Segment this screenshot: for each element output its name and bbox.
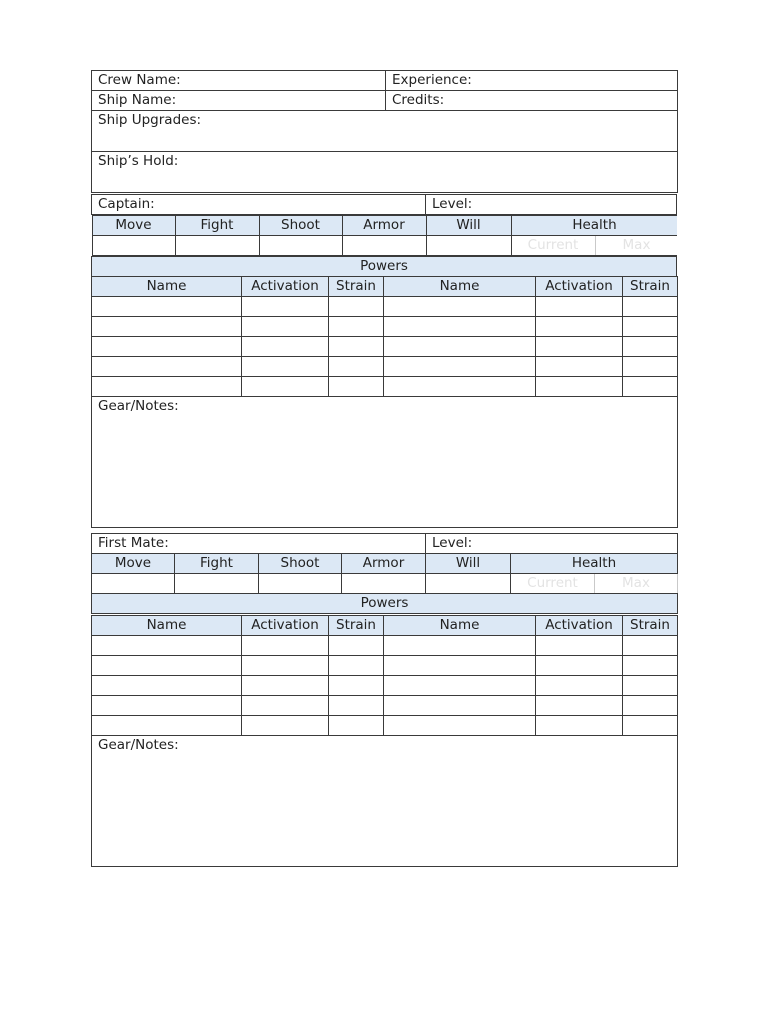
power-col-activation-2: Activation bbox=[536, 277, 623, 297]
ships-hold-label: Ship’s Hold: bbox=[98, 153, 179, 169]
crew-name-field[interactable] bbox=[92, 71, 386, 91]
stat-header-move: Move bbox=[92, 216, 175, 236]
power-activation-cell[interactable] bbox=[536, 377, 623, 397]
power-name-cell[interactable] bbox=[92, 297, 242, 317]
power-col-activation: Activation bbox=[242, 277, 329, 297]
crew-name-label: Crew Name: bbox=[98, 72, 181, 88]
health-current-cell[interactable]: Current bbox=[511, 574, 595, 594]
power-row bbox=[92, 317, 678, 337]
level-label: Level: bbox=[432, 535, 473, 551]
power-strain-cell[interactable] bbox=[329, 676, 384, 696]
power-strain-cell[interactable] bbox=[329, 357, 384, 377]
power-activation-cell[interactable] bbox=[242, 696, 329, 716]
power-name-cell[interactable] bbox=[384, 656, 536, 676]
captain-name-field[interactable] bbox=[92, 195, 426, 215]
armor-value-cell[interactable] bbox=[342, 236, 426, 256]
power-activation-cell[interactable] bbox=[242, 317, 329, 337]
power-row bbox=[92, 676, 678, 696]
power-row bbox=[92, 716, 678, 736]
stat-header-shoot: Shoot bbox=[259, 554, 342, 574]
power-activation-cell[interactable] bbox=[242, 357, 329, 377]
fight-value-cell[interactable] bbox=[175, 574, 259, 594]
crew-info-table bbox=[91, 70, 678, 193]
power-activation-cell[interactable] bbox=[242, 656, 329, 676]
power-row bbox=[92, 656, 678, 676]
first-mate-sheet bbox=[91, 533, 678, 554]
power-strain-cell[interactable] bbox=[623, 377, 678, 397]
ships-hold-field[interactable] bbox=[92, 152, 678, 193]
level-label: Level: bbox=[432, 196, 473, 212]
power-name-cell[interactable] bbox=[92, 357, 242, 377]
power-name-cell[interactable] bbox=[92, 716, 242, 736]
armor-value-cell[interactable] bbox=[342, 574, 426, 594]
captain-label: Captain: bbox=[98, 196, 155, 212]
power-strain-cell[interactable] bbox=[329, 636, 384, 656]
power-strain-cell[interactable] bbox=[623, 337, 678, 357]
power-strain-cell[interactable] bbox=[623, 656, 678, 676]
power-col-activation: Activation bbox=[242, 616, 329, 636]
credits-label: Credits: bbox=[392, 92, 445, 108]
power-activation-cell[interactable] bbox=[536, 696, 623, 716]
power-strain-cell[interactable] bbox=[329, 317, 384, 337]
power-row bbox=[92, 337, 678, 357]
power-activation-cell[interactable] bbox=[242, 377, 329, 397]
power-activation-cell[interactable] bbox=[536, 337, 623, 357]
will-value-cell[interactable] bbox=[426, 236, 511, 256]
stat-header-will: Will bbox=[426, 554, 511, 574]
power-name-cell[interactable] bbox=[384, 696, 536, 716]
power-strain-cell[interactable] bbox=[329, 716, 384, 736]
power-row bbox=[92, 357, 678, 377]
power-col-name-2: Name bbox=[384, 277, 536, 297]
power-row bbox=[92, 696, 678, 716]
power-name-cell[interactable] bbox=[384, 317, 536, 337]
captain-stats-table bbox=[92, 215, 677, 256]
power-name-cell[interactable] bbox=[92, 317, 242, 337]
ship-name-label: Ship Name: bbox=[98, 92, 177, 108]
power-strain-cell[interactable] bbox=[329, 696, 384, 716]
ship-upgrades-field[interactable] bbox=[92, 111, 678, 152]
power-col-name: Name bbox=[92, 277, 242, 297]
power-activation-cell[interactable] bbox=[242, 716, 329, 736]
power-activation-cell[interactable] bbox=[536, 317, 623, 337]
power-col-strain: Strain bbox=[329, 616, 384, 636]
stat-header-fight: Fight bbox=[175, 554, 259, 574]
gear-notes-field[interactable] bbox=[92, 736, 678, 867]
power-strain-cell[interactable] bbox=[623, 716, 678, 736]
captain-powers-table bbox=[91, 276, 678, 528]
move-value-cell[interactable] bbox=[92, 236, 175, 256]
credits-field[interactable] bbox=[386, 91, 678, 111]
first-mate-stats-table bbox=[91, 553, 678, 614]
stat-header-health: Health bbox=[511, 554, 678, 574]
power-name-cell[interactable] bbox=[92, 337, 242, 357]
gear-notes-label: Gear/Notes: bbox=[98, 398, 179, 414]
power-activation-cell[interactable] bbox=[536, 297, 623, 317]
power-strain-cell[interactable] bbox=[329, 337, 384, 357]
captain-sheet bbox=[91, 194, 677, 277]
power-name-cell[interactable] bbox=[92, 377, 242, 397]
power-activation-cell[interactable] bbox=[536, 357, 623, 377]
power-strain-cell[interactable] bbox=[623, 636, 678, 656]
experience-label: Experience: bbox=[392, 72, 472, 88]
power-strain-cell[interactable] bbox=[623, 317, 678, 337]
stat-header-armor: Armor bbox=[342, 216, 426, 236]
power-col-activation-2: Activation bbox=[536, 616, 623, 636]
move-value-cell[interactable] bbox=[92, 574, 175, 594]
will-value-cell[interactable] bbox=[426, 574, 511, 594]
first-mate-label: First Mate: bbox=[98, 535, 169, 551]
stat-header-shoot: Shoot bbox=[259, 216, 342, 236]
power-activation-cell[interactable] bbox=[536, 656, 623, 676]
power-activation-cell[interactable] bbox=[536, 716, 623, 736]
power-name-cell[interactable] bbox=[384, 636, 536, 656]
power-strain-cell[interactable] bbox=[623, 297, 678, 317]
power-row bbox=[92, 297, 678, 317]
powers-header: Powers bbox=[92, 594, 678, 614]
power-activation-cell[interactable] bbox=[536, 636, 623, 656]
health-max-cell[interactable]: Max bbox=[595, 574, 678, 594]
power-activation-cell[interactable] bbox=[242, 297, 329, 317]
first-mate-powers-table bbox=[91, 615, 678, 867]
powers-header: Powers bbox=[92, 257, 677, 277]
power-activation-cell[interactable] bbox=[242, 636, 329, 656]
power-col-strain-2: Strain bbox=[623, 616, 678, 636]
experience-field[interactable] bbox=[386, 71, 678, 91]
stat-header-fight: Fight bbox=[175, 216, 259, 236]
power-activation-cell[interactable] bbox=[536, 676, 623, 696]
power-strain-cell[interactable] bbox=[623, 676, 678, 696]
power-col-strain: Strain bbox=[329, 277, 384, 297]
first-mate-level-field[interactable] bbox=[426, 534, 678, 554]
stat-header-move: Move bbox=[92, 554, 175, 574]
shoot-value-cell[interactable] bbox=[259, 236, 342, 256]
captain-level-field[interactable] bbox=[426, 195, 677, 215]
first-mate-name-field[interactable] bbox=[92, 534, 426, 554]
stat-header-will: Will bbox=[426, 216, 511, 236]
power-name-cell[interactable] bbox=[384, 337, 536, 357]
health-max-cell[interactable]: Max bbox=[595, 236, 677, 256]
power-strain-cell[interactable] bbox=[623, 696, 678, 716]
gear-notes-field[interactable] bbox=[92, 397, 678, 528]
power-strain-cell[interactable] bbox=[329, 297, 384, 317]
ship-upgrades-label: Ship Upgrades: bbox=[98, 112, 202, 128]
power-col-strain-2: Strain bbox=[623, 277, 678, 297]
power-name-cell[interactable] bbox=[384, 676, 536, 696]
power-name-cell[interactable] bbox=[384, 357, 536, 377]
power-name-cell[interactable] bbox=[92, 696, 242, 716]
power-name-cell[interactable] bbox=[384, 297, 536, 317]
power-name-cell[interactable] bbox=[384, 377, 536, 397]
power-row bbox=[92, 636, 678, 656]
power-name-cell[interactable] bbox=[92, 656, 242, 676]
power-col-name: Name bbox=[92, 616, 242, 636]
stat-header-health: Health bbox=[511, 216, 677, 236]
health-current-cell[interactable]: Current bbox=[511, 236, 595, 256]
gear-notes-label: Gear/Notes: bbox=[98, 737, 179, 753]
ship-name-field[interactable] bbox=[92, 91, 386, 111]
power-strain-cell[interactable] bbox=[329, 377, 384, 397]
power-activation-cell[interactable] bbox=[242, 337, 329, 357]
fight-value-cell[interactable] bbox=[175, 236, 259, 256]
power-col-name-2: Name bbox=[384, 616, 536, 636]
power-name-cell[interactable] bbox=[92, 636, 242, 656]
power-activation-cell[interactable] bbox=[242, 676, 329, 696]
shoot-value-cell[interactable] bbox=[259, 574, 342, 594]
stat-header-armor: Armor bbox=[342, 554, 426, 574]
power-strain-cell[interactable] bbox=[623, 357, 678, 377]
power-row bbox=[92, 377, 678, 397]
power-name-cell[interactable] bbox=[92, 676, 242, 696]
power-name-cell[interactable] bbox=[384, 716, 536, 736]
power-strain-cell[interactable] bbox=[329, 656, 384, 676]
